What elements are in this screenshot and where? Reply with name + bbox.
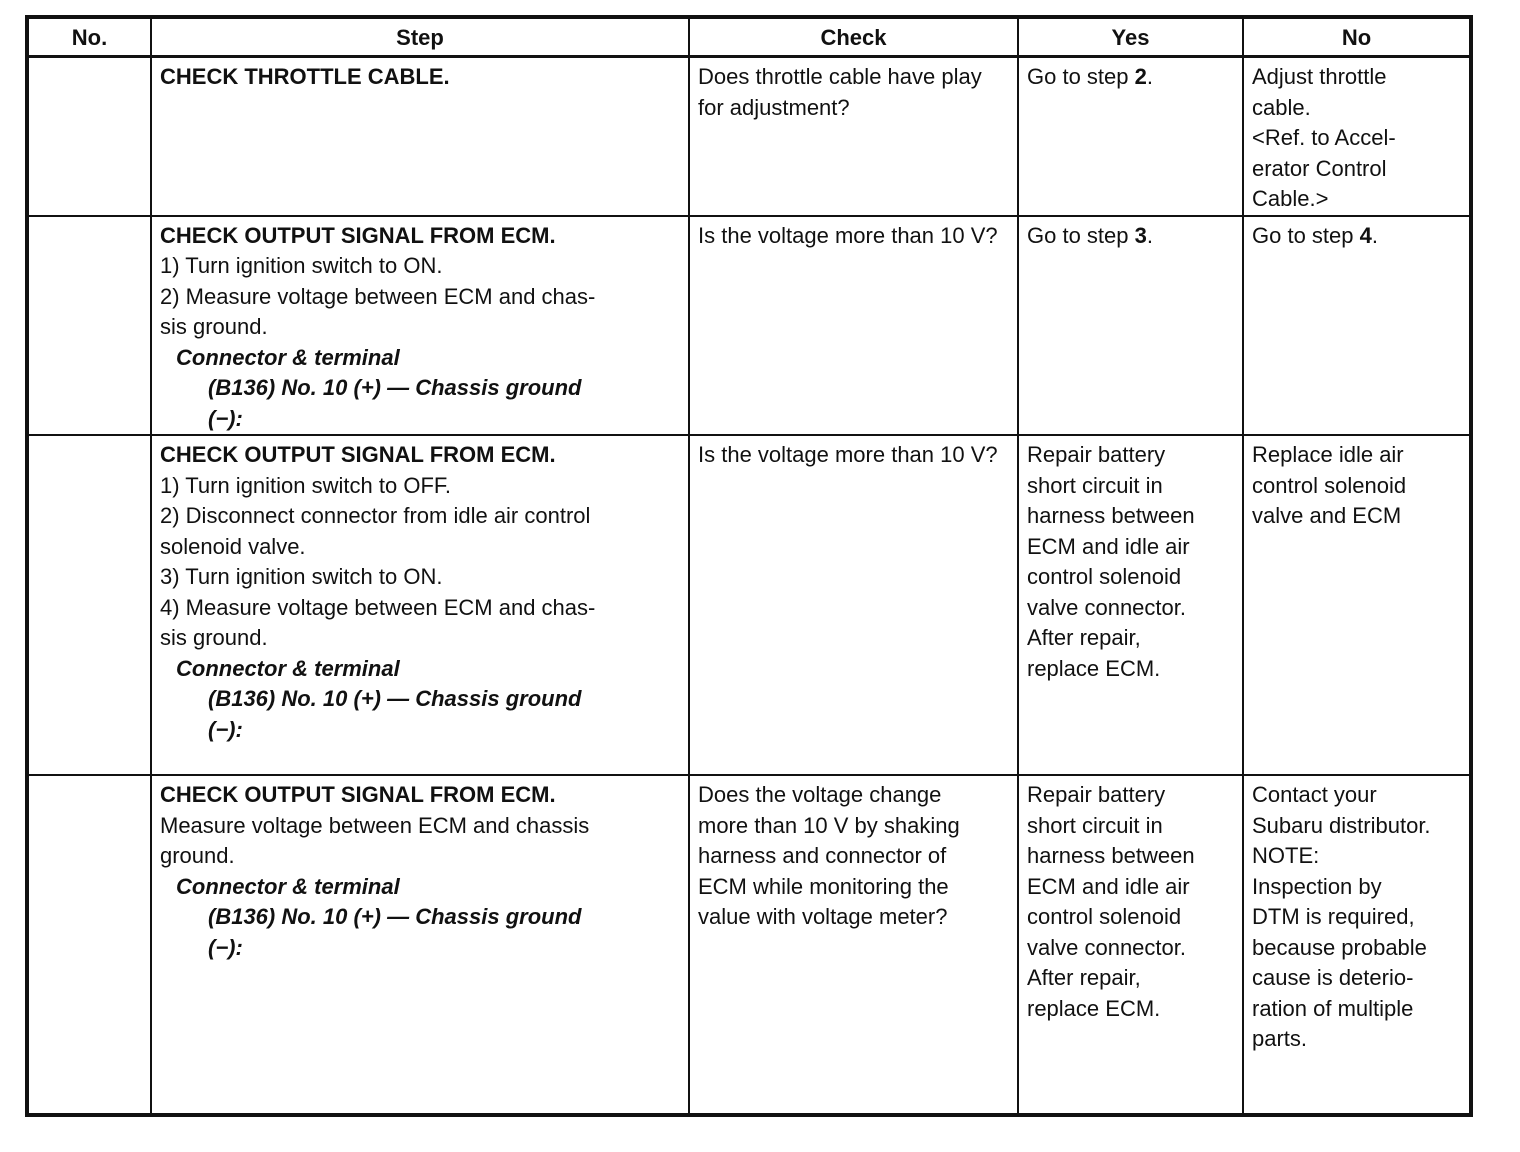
connector-value: (B136) No. 10 (+) — Chassis ground bbox=[208, 904, 582, 929]
row-number bbox=[27, 435, 151, 775]
yes-line: control solenoid bbox=[1027, 564, 1182, 589]
no-line: cause is deterio- bbox=[1252, 965, 1414, 990]
step-line: 1) Turn ignition switch to OFF. bbox=[160, 472, 451, 498]
no-line: erator Control bbox=[1252, 155, 1387, 181]
no-line: Contact your bbox=[1252, 782, 1377, 807]
no-line: valve and ECM bbox=[1252, 503, 1402, 528]
diagnostic-table bbox=[25, 15, 1473, 1117]
table-row bbox=[27, 775, 1471, 1115]
no-line: <Ref. to Accel- bbox=[1252, 125, 1396, 150]
no-line: control solenoid bbox=[1252, 472, 1407, 498]
step-title: CHECK OUTPUT SIGNAL FROM ECM. bbox=[160, 222, 556, 248]
no-cell bbox=[1243, 57, 1471, 216]
no-line: Replace idle air bbox=[1252, 442, 1404, 467]
check-cell: Is the voltage more than 10 V? bbox=[689, 435, 1018, 775]
yes-line: valve connector. bbox=[1027, 934, 1186, 960]
yes-line: After repair, bbox=[1027, 965, 1141, 990]
step-title: CHECK OUTPUT SIGNAL FROM ECM. bbox=[160, 782, 556, 807]
step-cell bbox=[151, 216, 689, 436]
connector-value: (B136) No. 10 (+) — Chassis ground bbox=[208, 375, 582, 400]
step-line: 4) Measure voltage between ECM and chas- bbox=[160, 594, 596, 620]
connector-value: (−): bbox=[208, 716, 243, 742]
yes-line: valve connector. bbox=[1027, 594, 1186, 620]
header-step: Step bbox=[151, 17, 689, 57]
check-line: harness and connector of bbox=[698, 843, 947, 868]
check-line: ECM while monitoring the bbox=[698, 873, 949, 899]
yes-step-number: 2 bbox=[1134, 64, 1147, 89]
yes-cell bbox=[1018, 216, 1243, 436]
no-line: Adjust throttle bbox=[1252, 64, 1387, 89]
no-line: cable. bbox=[1252, 94, 1311, 120]
yes-line: After repair, bbox=[1027, 625, 1141, 650]
step-line: solenoid valve. bbox=[160, 533, 306, 559]
table-row bbox=[27, 435, 1471, 775]
yes-line: replace ECM. bbox=[1027, 655, 1161, 681]
row-number bbox=[27, 216, 151, 436]
step-cell bbox=[151, 775, 689, 1115]
header-check: Check bbox=[689, 17, 1018, 57]
check-line: more than 10 V by shaking bbox=[698, 812, 960, 838]
step-line: 2) Measure voltage between ECM and chas- bbox=[160, 283, 596, 309]
step-cell bbox=[151, 57, 689, 216]
yes-line: short circuit in bbox=[1027, 812, 1163, 838]
no-line: NOTE: bbox=[1252, 843, 1320, 868]
step-line: 3) Turn ignition switch to ON. bbox=[160, 564, 443, 589]
yes-cell bbox=[1018, 435, 1243, 775]
check-line: Does the voltage change bbox=[698, 782, 942, 807]
header-no-result: No bbox=[1243, 17, 1471, 57]
no-suffix: . bbox=[1371, 222, 1378, 248]
yes-line: short circuit in bbox=[1027, 472, 1163, 498]
step-line: Measure voltage between ECM and chassis bbox=[160, 812, 590, 838]
yes-line: ECM and idle air bbox=[1027, 533, 1190, 559]
step-line: 2) Disconnect connector from idle air control bbox=[160, 503, 591, 528]
yes-step-number: 3 bbox=[1134, 222, 1147, 248]
no-line: Subaru distributor. bbox=[1252, 812, 1431, 838]
yes-cell bbox=[1018, 775, 1243, 1115]
step-line: sis ground. bbox=[160, 314, 268, 339]
yes-line: harness between bbox=[1027, 843, 1195, 868]
yes-suffix: . bbox=[1146, 222, 1153, 248]
check-cell: Does throttle cable have play for adjustment? bbox=[689, 57, 1018, 216]
row-number bbox=[27, 775, 151, 1115]
yes-prefix: Go to step bbox=[1027, 222, 1135, 248]
check-cell: Is the voltage more than 10 V? bbox=[689, 216, 1018, 436]
check-line: value with voltage meter? bbox=[698, 904, 948, 929]
header-no: No. bbox=[27, 17, 151, 57]
yes-cell bbox=[1018, 57, 1243, 216]
yes-line: Repair battery bbox=[1027, 782, 1166, 807]
step-line: 1) Turn ignition switch to ON. bbox=[160, 253, 443, 278]
yes-prefix: Go to step bbox=[1027, 64, 1135, 89]
yes-line: harness between bbox=[1027, 503, 1195, 528]
check-cell bbox=[689, 775, 1018, 1115]
yes-line: control solenoid bbox=[1027, 904, 1182, 929]
no-cell bbox=[1243, 435, 1471, 775]
step-line: ground. bbox=[160, 843, 235, 868]
connector-value: (−): bbox=[208, 934, 243, 960]
yes-line: Repair battery bbox=[1027, 442, 1166, 467]
step-cell bbox=[151, 435, 689, 775]
no-line: because probable bbox=[1252, 934, 1427, 960]
no-line: Inspection by bbox=[1252, 873, 1382, 899]
no-step-number: 4 bbox=[1359, 222, 1372, 248]
no-prefix: Go to step bbox=[1252, 222, 1360, 248]
step-title: CHECK OUTPUT SIGNAL FROM ECM. bbox=[160, 442, 556, 467]
table-row bbox=[27, 57, 1471, 216]
yes-line: replace ECM. bbox=[1027, 995, 1161, 1021]
connector-value: (−): bbox=[208, 405, 243, 431]
table-row bbox=[27, 216, 1471, 436]
yes-suffix: . bbox=[1146, 64, 1153, 89]
step-line: sis ground. bbox=[160, 625, 268, 650]
yes-line: ECM and idle air bbox=[1027, 873, 1190, 899]
connector-label: Connector & terminal bbox=[176, 344, 400, 370]
no-cell bbox=[1243, 216, 1471, 436]
no-cell bbox=[1243, 775, 1471, 1115]
connector-label: Connector & terminal bbox=[176, 873, 400, 899]
connector-value: (B136) No. 10 (+) — Chassis ground bbox=[208, 686, 582, 711]
no-line: parts. bbox=[1252, 1026, 1308, 1051]
header-yes: Yes bbox=[1018, 17, 1243, 57]
no-line: Cable.> bbox=[1252, 186, 1329, 211]
no-line: ration of multiple bbox=[1252, 995, 1414, 1021]
connector-label: Connector & terminal bbox=[176, 655, 400, 681]
row-number bbox=[27, 57, 151, 216]
no-line: DTM is required, bbox=[1252, 904, 1415, 929]
step-title: CHECK THROTTLE CABLE. bbox=[160, 64, 450, 89]
header-row bbox=[27, 17, 1471, 57]
